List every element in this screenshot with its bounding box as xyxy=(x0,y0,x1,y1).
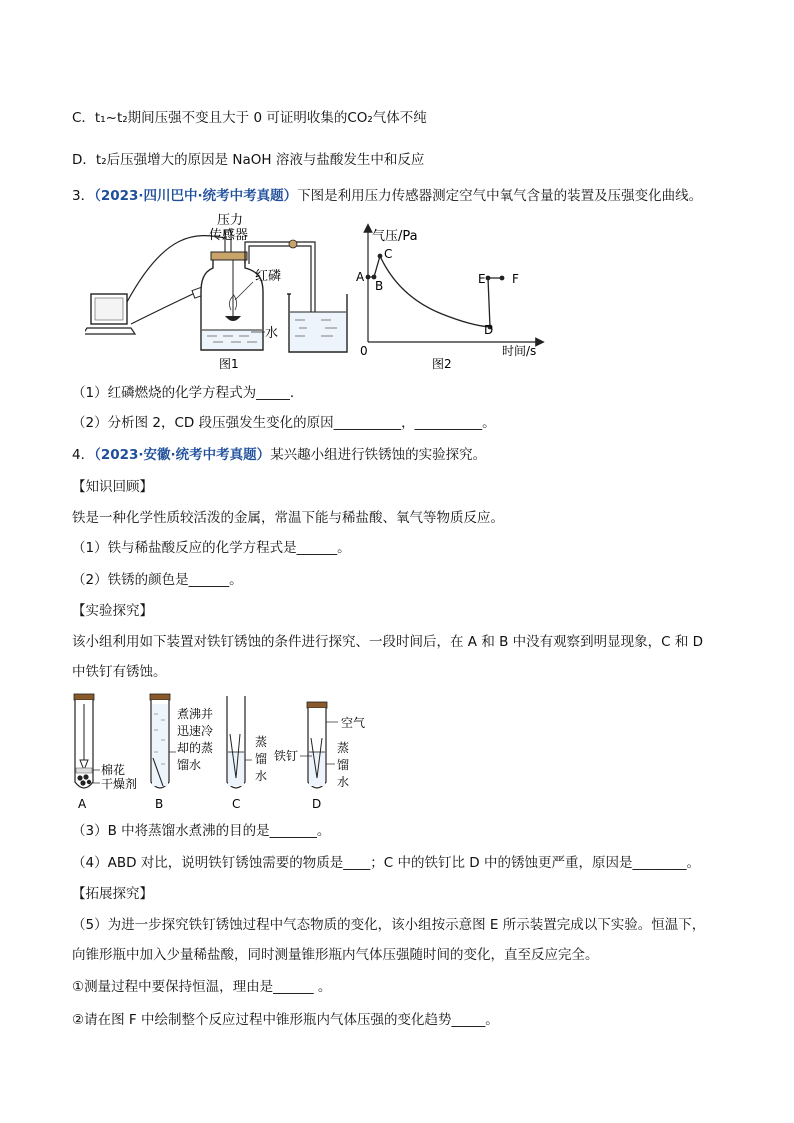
label-cotton: 棉花 xyxy=(101,763,126,777)
heading-experiment: 【实验探究】 xyxy=(72,603,153,619)
tube-label-b: B xyxy=(155,797,164,811)
q3-stem: 下图是利用压力传感器测定空气中氧气含量的装置及压强变化曲线。 xyxy=(297,188,703,204)
tube-label-a: A xyxy=(78,797,87,811)
tube-d-stopper xyxy=(307,702,327,708)
q4-sub-5-line-1: （5）为进一步探究铁钉锈蚀过程中气态物质的变化，该小组按示意图 E 所示装置完成以下实验。恒温下， xyxy=(72,917,706,933)
heading-knowledge-review: 【知识回顾】 xyxy=(72,479,153,495)
heading-extension: 【拓展探究】 xyxy=(72,886,153,902)
origin-label: 0 xyxy=(360,344,368,358)
point-e xyxy=(486,276,491,281)
q4-stem-line xyxy=(72,445,486,465)
q4-test-tubes-figure xyxy=(60,690,390,812)
q4-sub-3: （3）B 中将蒸馏水煮沸的目的是_______。 xyxy=(72,823,331,839)
q4-sub-5-item-2: ②请在图 F 中绘制整个反应过程中锥形瓶内气体压强的变化趋势_____。 xyxy=(72,1012,499,1028)
q3-stem-line xyxy=(72,186,702,206)
label-red-phosphorus: 红磷 xyxy=(255,269,282,284)
label-sensor-2: 传感器 xyxy=(209,228,249,243)
label-air: 空气 xyxy=(341,716,366,730)
point-label-d: D xyxy=(484,323,494,337)
q2-option-c: C．t₁~t₂期间压强不变且大于 0 可证明收集的CO₂气体不纯 xyxy=(72,110,427,126)
point-f xyxy=(500,276,505,281)
review-text: 铁是一种化学性质较活泼的金属，常温下能与稀盐酸、氧气等物质反应。 xyxy=(72,510,504,526)
label-desiccant: 干燥剂 xyxy=(101,777,138,791)
tube-a-stopper xyxy=(74,694,94,700)
tube-b-stopper xyxy=(150,694,170,700)
tube-label-d: D xyxy=(312,797,322,811)
pressure-curve xyxy=(368,256,502,327)
point-label-c: C xyxy=(384,247,393,261)
q3-figure-1-apparatus xyxy=(85,212,355,372)
q3-number: 3． xyxy=(72,188,95,204)
q3-sub-2: （2）分析图 2，CD 段压强发生变化的原因__________，__________。 xyxy=(72,415,496,431)
label-b-2: 迅速冷 xyxy=(177,724,214,738)
label-b-3: 却的蒸 xyxy=(177,741,214,755)
rubber-stopper xyxy=(211,252,247,260)
point-a xyxy=(366,275,371,280)
ignition-cable xyxy=(131,292,197,324)
label-water: 水 xyxy=(265,326,279,341)
label-d-2: 馏 xyxy=(337,758,350,772)
q4-number: 4． xyxy=(72,447,95,463)
q3-figure-2-pressure-chart xyxy=(352,222,552,372)
point-label-e: E xyxy=(478,272,486,286)
q3-sub-1: （1）红磷燃烧的化学方程式为_____． xyxy=(72,385,304,401)
label-sensor-1: 压力 xyxy=(217,213,244,228)
label-d-3: 水 xyxy=(337,775,350,789)
tube-label-c: C xyxy=(232,797,241,811)
label-c-2: 馏 xyxy=(255,752,268,766)
experiment-text-1: 该小组利用如下装置对铁钉锈蚀的条件进行探究、一段时间后，在 A 和 B 中没有观察到明显现象，C 和 D xyxy=(72,634,704,650)
point-c xyxy=(378,254,383,259)
q4-source: （2023·安徽·统考中考真题） xyxy=(94,447,271,463)
label-b-4: 馏水 xyxy=(177,758,202,772)
x-axis-label: 时间/s xyxy=(502,344,537,358)
experiment-text-2: 中铁钉有锈蚀。 xyxy=(72,664,167,680)
label-d-1: 蒸 xyxy=(337,741,350,755)
q3-source: （2023·四川巴中·统考中考真题） xyxy=(94,188,298,204)
fig1-caption: 图1 xyxy=(219,357,239,371)
label-b-1: 煮沸并 xyxy=(177,707,214,721)
fig2-caption: 图2 xyxy=(432,357,452,371)
y-axis-label: 气压/Pa xyxy=(372,229,418,244)
label-c-1: 蒸 xyxy=(255,735,268,749)
q4-sub-2: （2）铁锈的颜色是______。 xyxy=(72,572,243,588)
q2-option-d: D．t₂后压强增大的原因是 NaOH 溶液与盐酸发生中和反应 xyxy=(72,152,425,168)
q4-sub-5-line-2: 向锥形瓶中加入少量稀盐酸，同时测量锥形瓶内气体压强随时间的变化，直至反应完全。 xyxy=(72,947,599,963)
q4-sub-4: （4）ABD 对比，说明铁钉锈蚀需要的物质是____；C 中的铁钉比 D 中的锈蚀更严重，原因是________。 xyxy=(72,855,700,871)
clamp xyxy=(289,240,297,248)
point-label-a: A xyxy=(356,270,365,284)
label-nail: 铁钉 xyxy=(274,749,299,763)
laptop-keyboard xyxy=(85,328,135,334)
point-label-f: F xyxy=(512,272,519,286)
q4-stem: 某兴趣小组进行铁锈蚀的实验探究。 xyxy=(270,447,487,463)
q4-sub-5-item-1: ①测量过程中要保持恒温，理由是______ 。 xyxy=(72,979,332,995)
point-label-b: B xyxy=(375,279,384,293)
q4-sub-1: （1）铁与稀盐酸反应的化学方程式是______。 xyxy=(72,540,351,556)
label-c-3: 水 xyxy=(255,769,268,783)
